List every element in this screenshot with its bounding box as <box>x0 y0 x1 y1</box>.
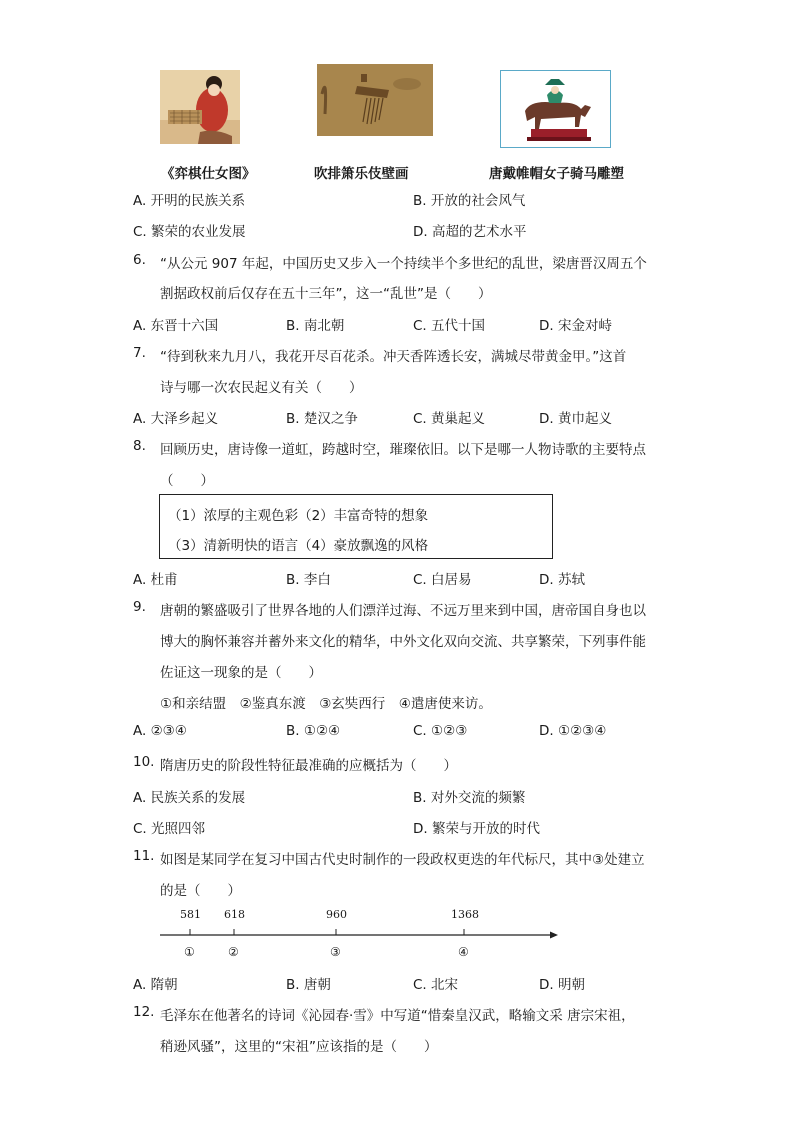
q7-text-line1: “待到秋来九月八，我花开尽百花杀。冲天香阵透长安，满城尽带黄金甲。”这首 <box>160 349 627 365</box>
q8-text-line2: （ ） <box>160 473 214 489</box>
q5-option-a[interactable]: A. 开明的民族关系 <box>133 193 246 209</box>
q7-option-b[interactable]: B. 楚汉之争 <box>286 411 358 427</box>
q9-option-a[interactable]: A. ②③④ <box>133 723 187 739</box>
q10-option-b[interactable]: B. 对外交流的频繁 <box>413 790 526 806</box>
q11-text-line2: 的是（ ） <box>160 883 241 899</box>
q8-feature-box <box>159 494 553 559</box>
q5-option-b[interactable]: B. 开放的社会风气 <box>413 193 526 209</box>
mural-image <box>317 64 433 136</box>
q8-feature-line1: （1）浓厚的主观色彩（2）丰富奇特的想象 <box>168 508 429 524</box>
q10-option-c[interactable]: C. 光照四邻 <box>133 821 206 837</box>
q8-text-line1: 回顾历史，唐诗像一道虹，跨越时空，璀璨依旧。以下是哪一人物诗歌的主要特点 <box>160 442 646 458</box>
q10-option-a[interactable]: A. 民族关系的发展 <box>133 790 246 806</box>
timeline-arrow <box>550 932 558 939</box>
timeline-mark-1: ① <box>184 945 195 959</box>
q11-option-a[interactable]: A. 隋朝 <box>133 977 178 993</box>
timeline-mark-3: ③ <box>330 945 341 959</box>
q11-number: 11. <box>133 848 155 864</box>
q8-option-b[interactable]: B. 李白 <box>286 572 331 588</box>
timeline-year-1: 581 <box>180 908 201 921</box>
timeline-year-3: 960 <box>326 908 347 921</box>
q5-option-c[interactable]: C. 繁荣的农业发展 <box>133 224 246 240</box>
q9-items: ①和亲结盟 ②鉴真东渡 ③玄奘西行 ④遣唐使来访。 <box>160 696 492 712</box>
q12-text-line1: 毛泽东在他著名的诗词《沁园春·雪》中写道“惜秦皇汉武，略输文采 唐宗宋祖， <box>160 1008 635 1024</box>
q9-option-d[interactable]: D. ①②③④ <box>539 723 607 739</box>
q9-option-b[interactable]: B. ①②④ <box>286 723 341 739</box>
q6-option-c[interactable]: C. 五代十国 <box>413 318 486 334</box>
timeline-year-2: 618 <box>224 908 245 921</box>
q8-feature-line2: （3）清新明快的语言（4）豪放飘逸的风格 <box>168 538 429 554</box>
q10-text-line1: 隋唐历史的阶段性特征最准确的应概括为（ ） <box>160 758 457 774</box>
q12-number: 12. <box>133 1004 155 1020</box>
q10-option-d[interactable]: D. 繁荣与开放的时代 <box>413 821 540 837</box>
q7-number: 7. <box>133 345 146 361</box>
q9-number: 9. <box>133 599 146 615</box>
q12-text-line2: 稍逊风骚”，这里的“宋祖”应该指的是（ ） <box>160 1039 438 1055</box>
q7-option-c[interactable]: C. 黄巢起义 <box>413 411 486 427</box>
q6-text-line2: 割据政权前后仅存在五十三年”，这一“乱世”是（ ） <box>160 286 492 302</box>
q10-number: 10. <box>133 754 155 770</box>
q11-timeline <box>158 905 568 965</box>
image-caption-1: 《弈棋仕女图》 <box>161 166 256 182</box>
q6-text-line1: “从公元 907 年起，中国历史又步入一个持续半个多世纪的乱世，梁唐晋汉周五个 <box>160 256 647 272</box>
q7-option-a[interactable]: A. 大泽乡起义 <box>133 411 219 427</box>
q9-text-line1: 唐朝的繁盛吸引了世界各地的人们漂洋过海、不远万里来到中国，唐帝国自身也以 <box>160 603 646 619</box>
q8-option-d[interactable]: D. 苏轼 <box>539 572 585 588</box>
q7-option-d[interactable]: D. 黄巾起义 <box>539 411 612 427</box>
q9-text-line2: 博大的胸怀兼容并蓄外来文化的精华，中外文化双向交流、共享繁荣，下列事件能 <box>160 634 646 650</box>
q11-option-c[interactable]: C. 北宋 <box>413 977 459 993</box>
q11-option-b[interactable]: B. 唐朝 <box>286 977 331 993</box>
q6-option-d[interactable]: D. 宋金对峙 <box>539 318 612 334</box>
q6-number: 6. <box>133 252 146 268</box>
q6-option-b[interactable]: B. 南北朝 <box>286 318 345 334</box>
q7-text-line2: 诗与哪一次农民起义有关（ ） <box>160 380 363 396</box>
q8-number: 8. <box>133 438 146 454</box>
q9-option-c[interactable]: C. ①②③ <box>413 723 468 739</box>
q9-text-line3: 佐证这一现象的是（ ） <box>160 665 322 681</box>
q6-option-a[interactable]: A. 东晋十六国 <box>133 318 219 334</box>
timeline-year-4: 1368 <box>451 908 479 921</box>
horse-sculpture-image <box>500 70 611 148</box>
q5-option-d[interactable]: D. 高超的艺术水平 <box>413 224 527 240</box>
timeline-mark-4: ④ <box>458 945 469 959</box>
image-caption-2: 吹排箫乐伎壁画 <box>314 166 409 182</box>
timeline-mark-2: ② <box>228 945 239 959</box>
image-caption-3: 唐戴帷帽女子骑马雕塑 <box>489 166 624 182</box>
q11-text-line1: 如图是某同学在复习中国古代史时制作的一段政权更迭的年代标尺，其中③处建立 <box>160 852 645 868</box>
weiqi-painting-image <box>160 70 240 144</box>
q11-option-d[interactable]: D. 明朝 <box>539 977 585 993</box>
q8-option-c[interactable]: C. 白居易 <box>413 572 472 588</box>
q8-option-a[interactable]: A. 杜甫 <box>133 572 178 588</box>
